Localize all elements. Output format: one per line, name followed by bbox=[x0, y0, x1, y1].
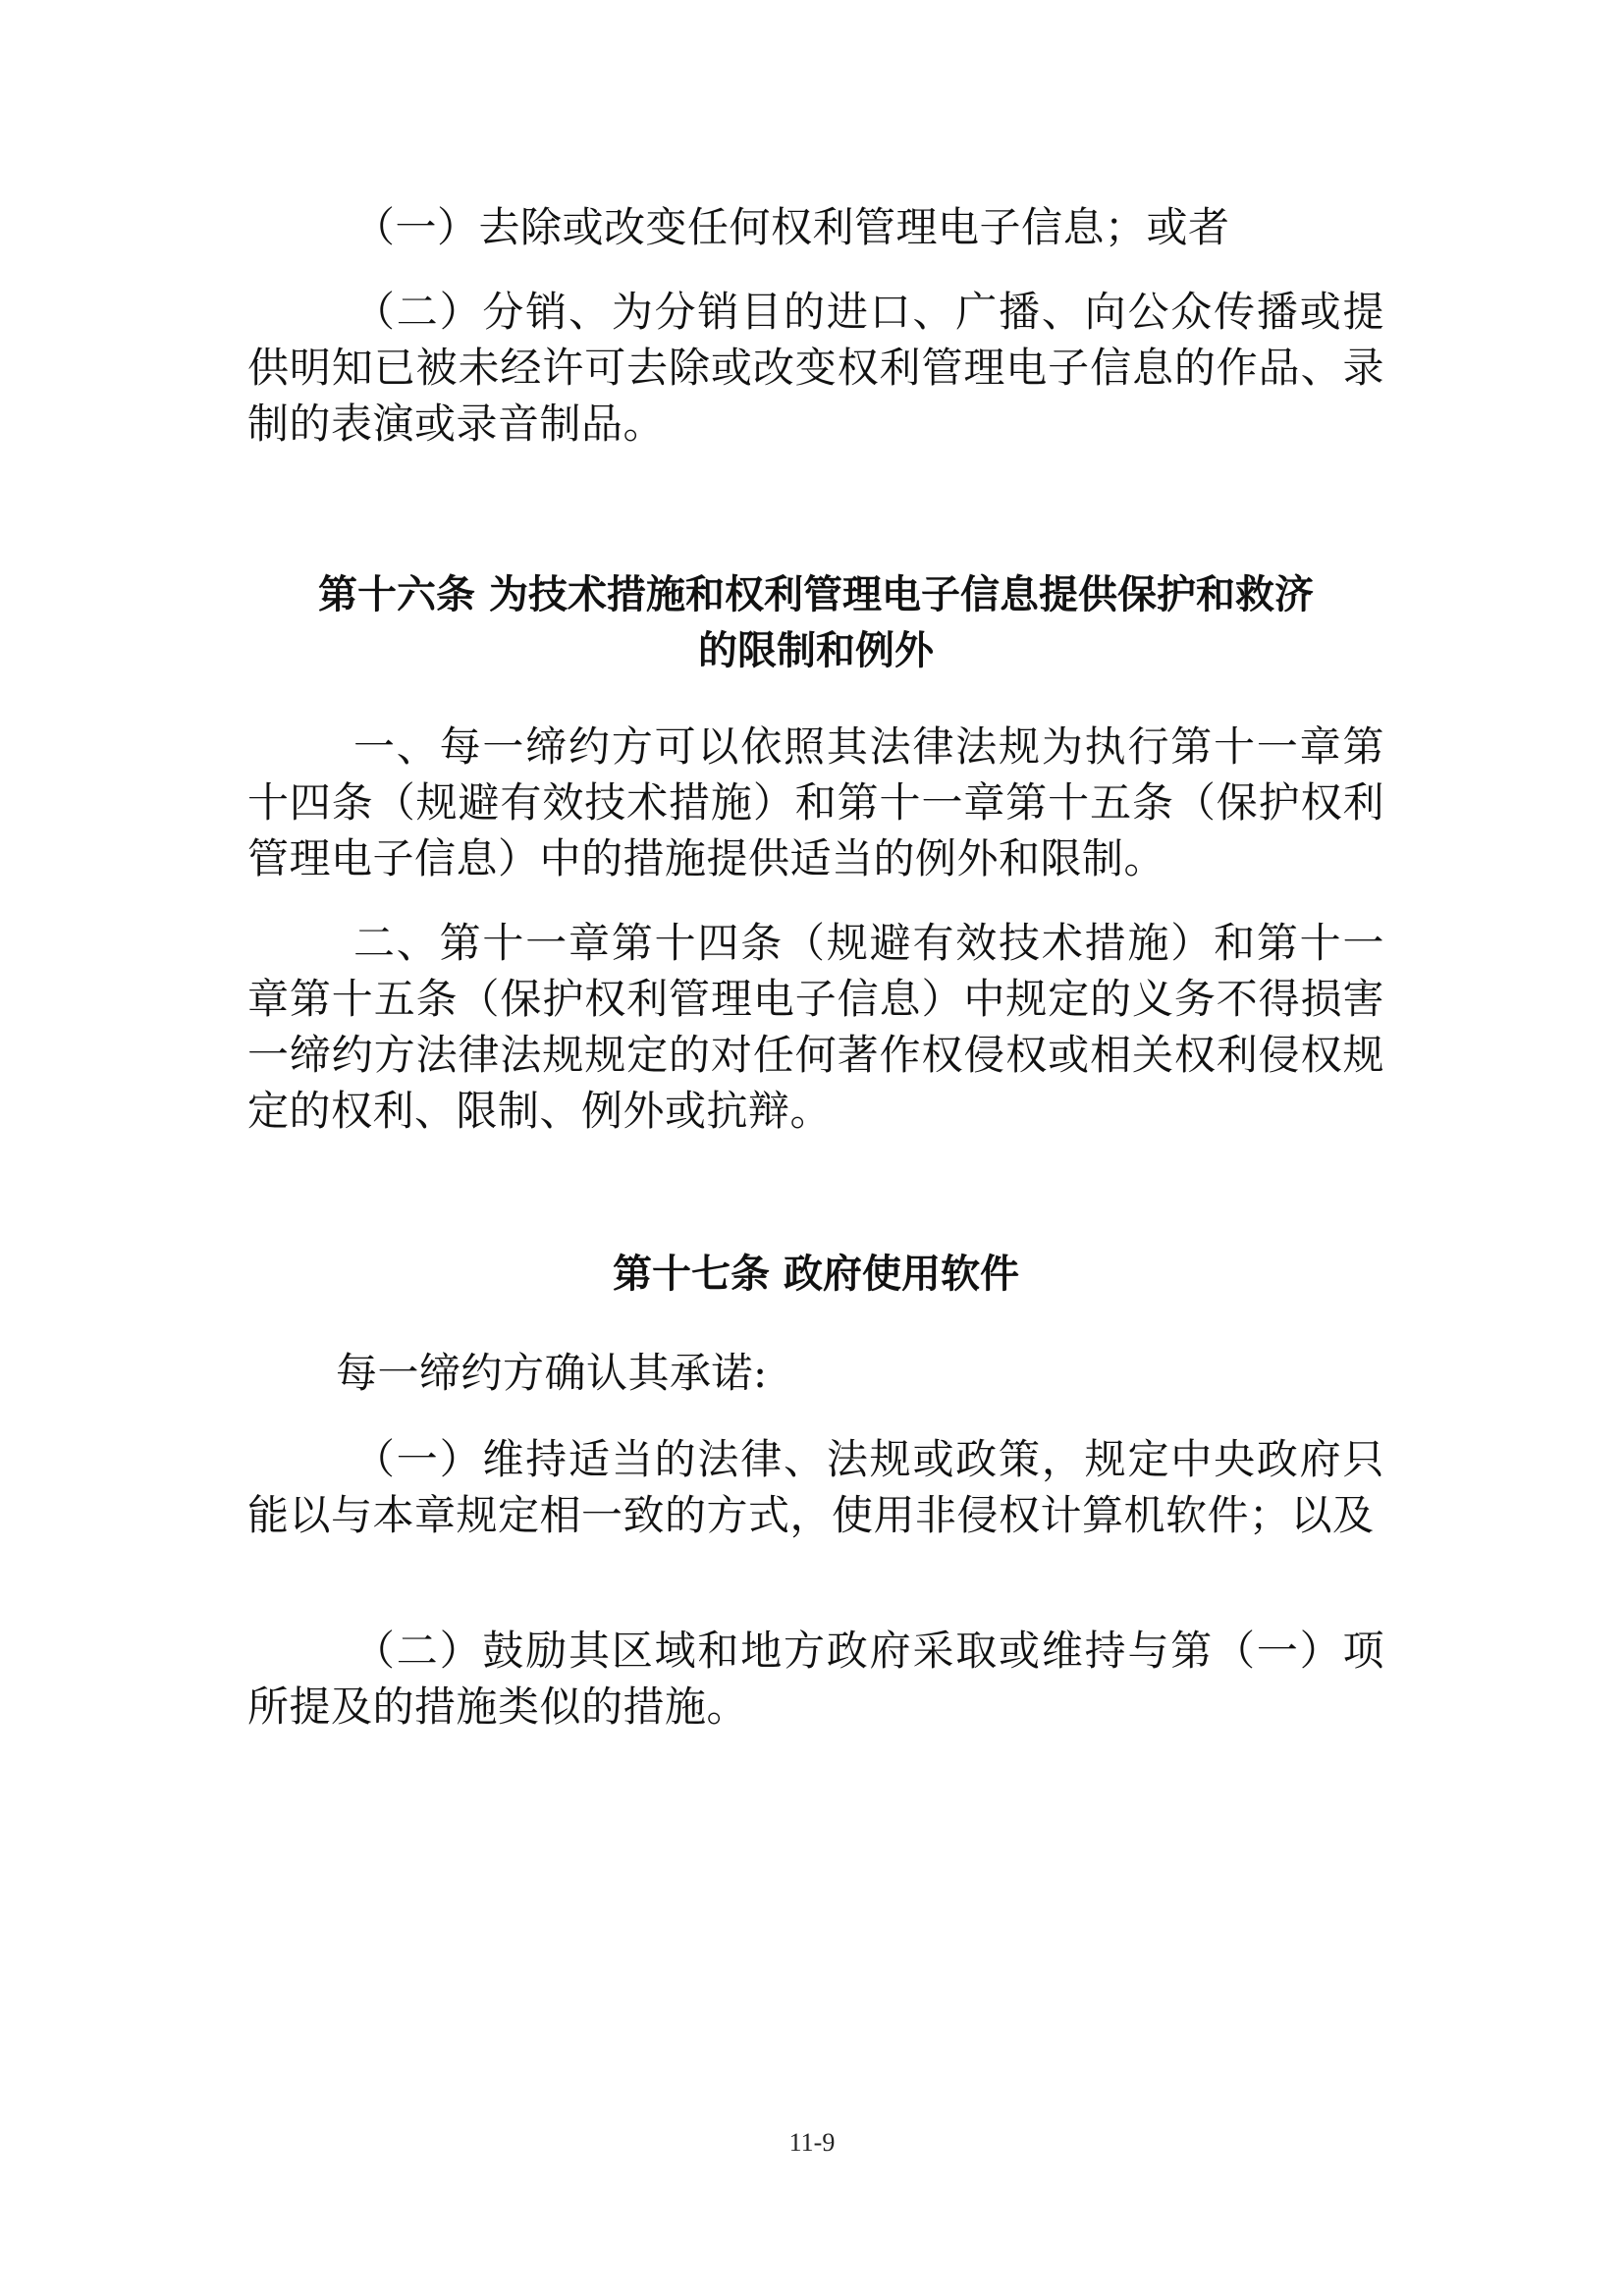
article-16-heading-line1: 第十六条 为技术措施和权利管理电子信息提供保护和救济 bbox=[318, 572, 1314, 617]
article-17-intro: 每一缔约方确认其承诺: bbox=[336, 1349, 768, 1397]
paragraph-item-two: （二）分销、为分销目的进口、广播、向公众传播或提供明知已被未经许可去除或改变权利管理电子信息的作品、录制的表演或录音制品。 bbox=[247, 288, 1384, 448]
article-16-paragraph-2: 二、第十一章第十四条（规避有效技术措施）和第十一章第十五条（保护权利管理电子信息）中规定的义务不得损害一缔约方法律法规规定的对任何著作权侵权或相关权利侵权规定的权利、限制、例外或抗辩。 bbox=[247, 919, 1384, 1135]
article-17-item-one: （一）维持适当的法律、法规或政策，规定中央政府只能以与本章规定相一致的方式，使用非侵权计算机软件；以及 bbox=[247, 1435, 1384, 1539]
paragraph-item-one: （一）去除或改变任何权利管理电子信息；或者 bbox=[353, 203, 1230, 251]
article-17-item-two: （二）鼓励其区域和地方政府采取或维持与第（一）项所提及的措施类似的措施。 bbox=[247, 1627, 1384, 1731]
article-17-heading: 第十七条 政府使用软件 bbox=[613, 1252, 1019, 1297]
page-number: 11-9 bbox=[788, 2128, 836, 2157]
article-16-heading-line2: 的限制和例外 bbox=[698, 628, 934, 673]
article-16-paragraph-1: 一、每一缔约方可以依照其法律法规为执行第十一章第十四条（规避有效技术措施）和第十一章第十五条（保护权利管理电子信息）中的措施提供适当的例外和限制。 bbox=[247, 722, 1384, 882]
